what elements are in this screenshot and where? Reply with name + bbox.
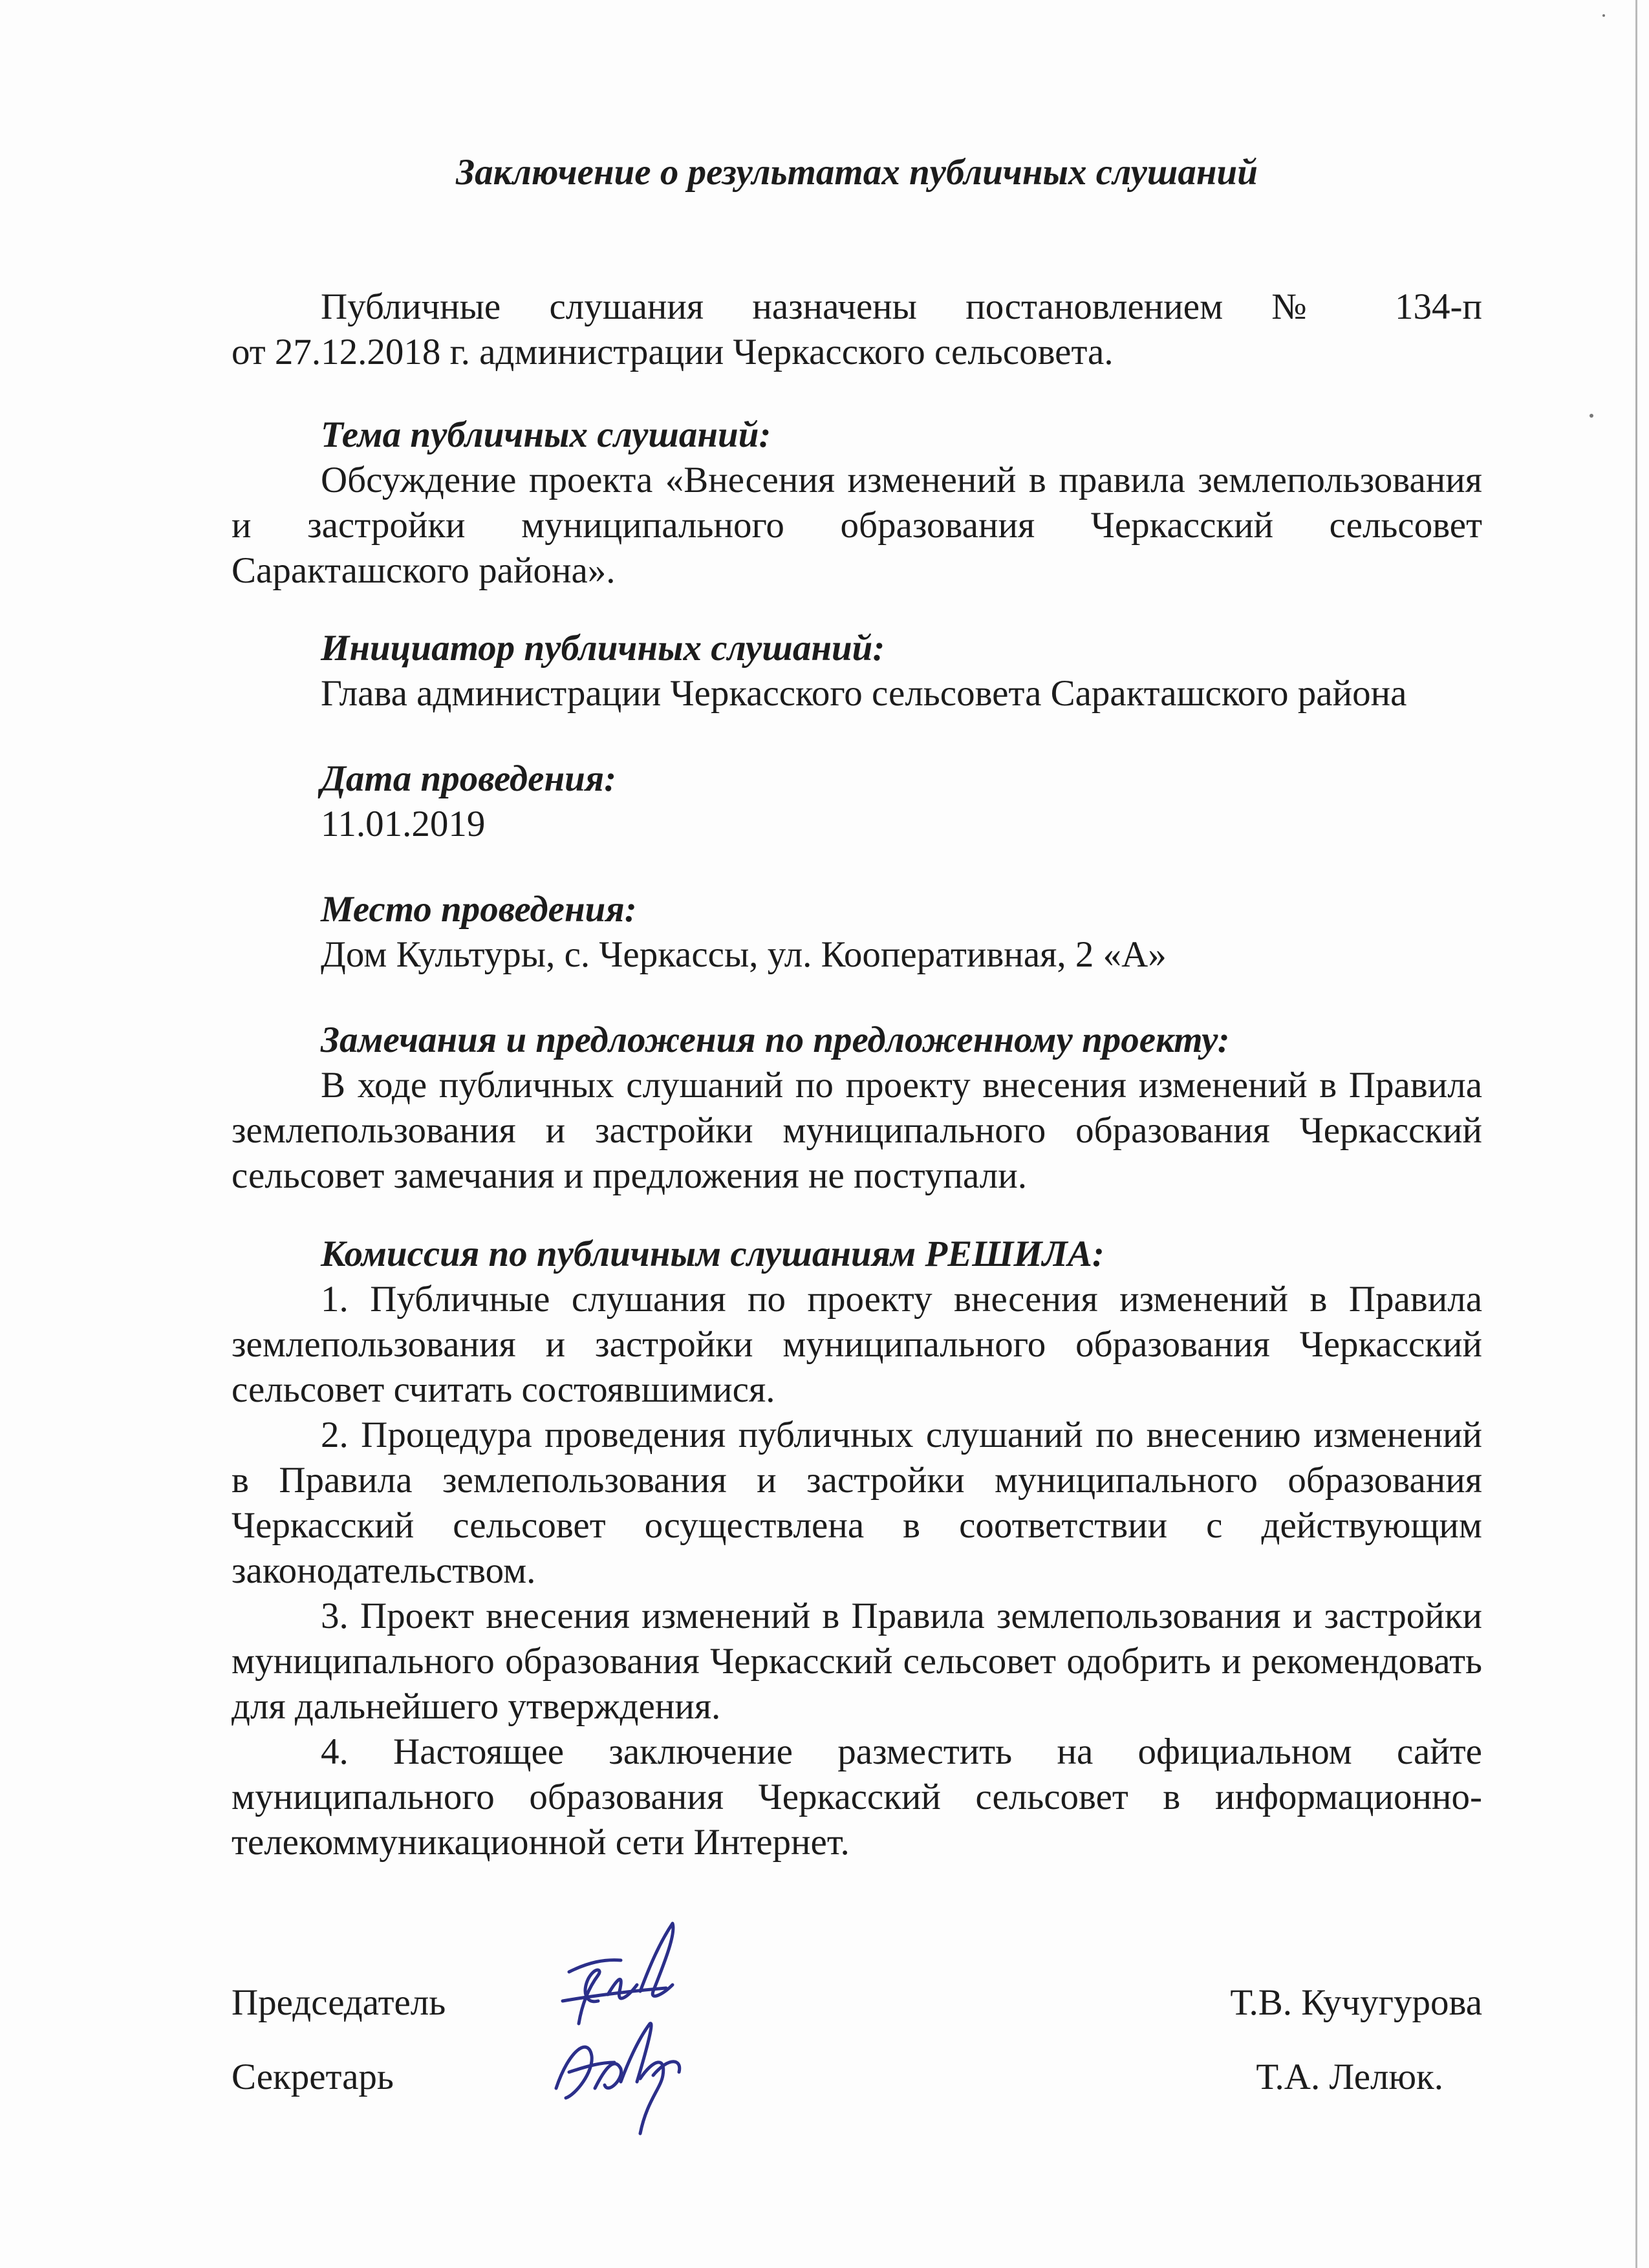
decision-item: 4. Настоящее заключение разместить на официальном сайте муниципального образования Черкасский сельсовет в информационно-телекоммуникационной сети Интернет. [232, 1731, 1482, 1863]
decision-item: 3. Проект внесения изменений в Правила землепользования и застройки муниципального образования Черкасский сельсовет одобрить и рекомендовать для дальнейшего утверждения. [232, 1596, 1482, 1727]
topic-text: Обсуждение проекта «Внесения изменений в правила землепользования и застройки муниципального образования Черкасский сельсовет Саракташского района». [232, 460, 1482, 591]
initiator-heading: Инициатор публичных слушаний: [321, 628, 885, 669]
document-title: Заключение о результатах публичных слушаний [456, 152, 1258, 193]
intro-line-1: Публичные слушания назначены постановлением № 134-п [321, 286, 1482, 327]
date-heading: Дата проведения: [321, 758, 617, 799]
remarks-heading: Замечания и предложения по предложенному проекту: [321, 1020, 1230, 1060]
signature-role: Председатель [232, 1982, 446, 2023]
initiator-text: Глава администрации Черкасского сельсовета Саракташского района [321, 673, 1407, 714]
topic-section [232, 412, 1482, 594]
decision-item: 1. Публичные слушания по проекту внесения изменений в Правила землепользования и застройки муниципального образования Черкасский сельсовет считать состоявшимися. [232, 1279, 1482, 1410]
secretary-signature-image [543, 2011, 711, 2140]
scan-speck [1590, 414, 1593, 418]
place-text: Дом Культуры, с. Черкассы, ул. Кооперативная, 2 «А» [321, 934, 1167, 975]
intro-line-2: от 27.12.2018 г. администрации Черкасского сельсовета. [232, 332, 1114, 372]
remarks-section [232, 1018, 1482, 1199]
topic-heading: Тема публичных слушаний: [321, 414, 771, 455]
intro-section [232, 284, 1482, 375]
place-section [232, 887, 1482, 978]
date-section [232, 756, 1482, 847]
scan-speck [1602, 14, 1605, 17]
signature-role: Секретарь [232, 2057, 394, 2097]
decision-heading: Комиссия по публичным слушаниям РЕШИЛА: [321, 1234, 1105, 1274]
decision-item: 2. Процедура проведения публичных слушаний по внесению изменений в Правила землепользования и застройки муниципального образования Черкасский сельсовет осуществлена в соответствии с действующим законодательством. [232, 1415, 1482, 1591]
signature-name: Т.А. Лелюк. [1256, 2057, 1443, 2097]
signature-name: Т.В. Кучугурова [1230, 1982, 1482, 2023]
remarks-text: В ходе публичных слушаний по проекту внесения изменений в Правила землепользования и застройки муниципального образования Черкасский сельсовет замечания и предложения не поступали. [232, 1065, 1482, 1196]
decision-section [232, 1232, 1482, 1865]
initiator-section [232, 626, 1482, 716]
scan-page-edge [1635, 0, 1637, 2268]
date-text: 11.01.2019 [321, 804, 486, 844]
place-heading: Место проведения: [321, 889, 637, 930]
